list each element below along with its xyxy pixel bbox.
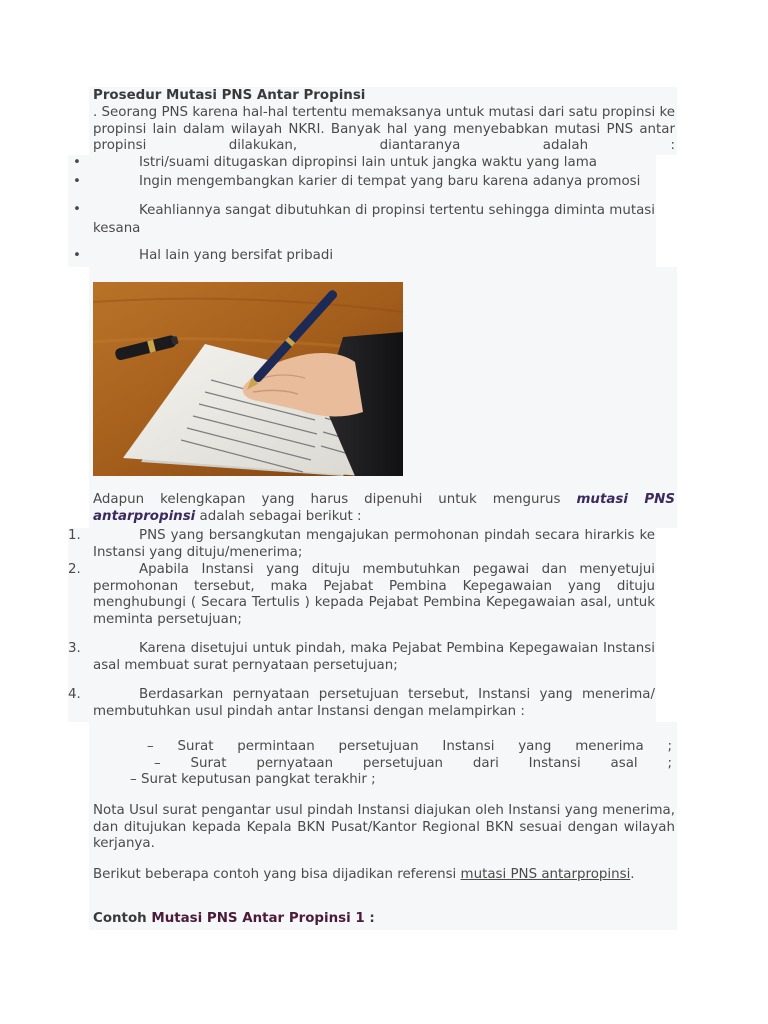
reference-paragraph	[93, 867, 675, 884]
bullet-icon: •	[73, 155, 81, 170]
requirements-paragraph	[93, 492, 675, 525]
attachment-item: – Surat pernyataan persetujuan dari Instansi asal ;	[154, 756, 672, 771]
step-number: 1.	[68, 528, 81, 543]
reference-lead: Berikut beberapa contoh yang bisa dijadikan referensi	[93, 867, 457, 882]
step-text: Karena disetujui untuk pindah, maka Pejabat Pembina Kepegawaian Instansi asal membuat surat pernyataan persetujuan;	[93, 641, 655, 673]
example-heading-suffix: :	[369, 911, 375, 926]
requirements-lead: Adapun kelengkapan yang harus dipenuhi untuk mengurus	[93, 492, 561, 507]
intro-paragraph: . Seorang PNS karena hal-hal tertentu memaksanya untuk mutasi dari satu propinsi ke propinsi lain dalam wilayah NKRI. Banyak hal yang menyebabkan mutasi PNS antar propinsi dilakukan, diantaranya adalah :	[93, 105, 675, 153]
step-text: PNS yang bersangkutan mengajukan permohonan pindah secara hirarkis ke Instansi yang dituju/menerima;	[93, 528, 655, 560]
attachment-item: – Surat keputusan pangkat terakhir ;	[130, 772, 376, 787]
step-text: Apabila Instansi yang dituju membutuhkan pegawai dan menyetujui permohonan tersebut, maka Pejabat Pembina Kepegawaian yang dituju menghubungi ( Secara Tertulis ) kepada Pejabat Pembina Kepegawaian asal, untuk meminta persetujuan;	[93, 562, 655, 627]
reference-link[interactable]: mutasi PNS antarpropinsi	[460, 867, 631, 882]
example-heading	[93, 911, 675, 928]
example-heading-prefix: Contoh	[93, 911, 147, 926]
list-item-text: Hal lain yang bersifat pribadi	[139, 248, 334, 263]
reference-end: .	[630, 867, 635, 882]
document-signing-photo	[93, 282, 403, 476]
example-heading-link[interactable]: Mutasi PNS Antar Propinsi 1	[151, 911, 365, 926]
bullet-icon: •	[73, 202, 81, 217]
requirements-tail: adalah sebagai berikut :	[199, 508, 362, 524]
step-text: Berdasarkan pernyataan persetujuan tersebut, Instansi yang menerima/ membutuhkan usul pindah antar Instansi dengan melampirkan :	[93, 687, 655, 719]
bullet-icon: •	[73, 174, 81, 189]
step-number: 3.	[68, 641, 81, 656]
requirements-keyword-link[interactable]: mutasi PNS antarpropinsi	[93, 492, 675, 524]
list-item-text: Ingin mengembangkan karier di tempat yang baru karena adanya promosi	[139, 174, 641, 189]
step-number: 2.	[68, 562, 81, 577]
attachment-item: – Surat permintaan persetujuan Instansi yang menerima ;	[147, 739, 672, 754]
step-number: 4.	[68, 687, 81, 702]
list-item-text: Istri/suami ditugaskan dipropinsi lain untuk jangka waktu yang lama	[139, 155, 597, 170]
note-paragraph: Nota Usul surat pengantar usul pindah Instansi diajukan oleh Instansi yang menerima, dan ditujukan kepada Kepala BKN Pusat/Kantor Regional BKN sesuai dengan wilayah kerjanya.	[93, 803, 675, 851]
page-title: Prosedur Mutasi PNS Antar Propinsi	[93, 88, 366, 103]
list-item-text: Keahliannya sangat dibutuhkan di propinsi tertentu sehingga diminta mutasi kesana	[93, 203, 655, 236]
bullet-icon: •	[73, 248, 81, 263]
document-signing-photo-icon	[93, 282, 403, 476]
